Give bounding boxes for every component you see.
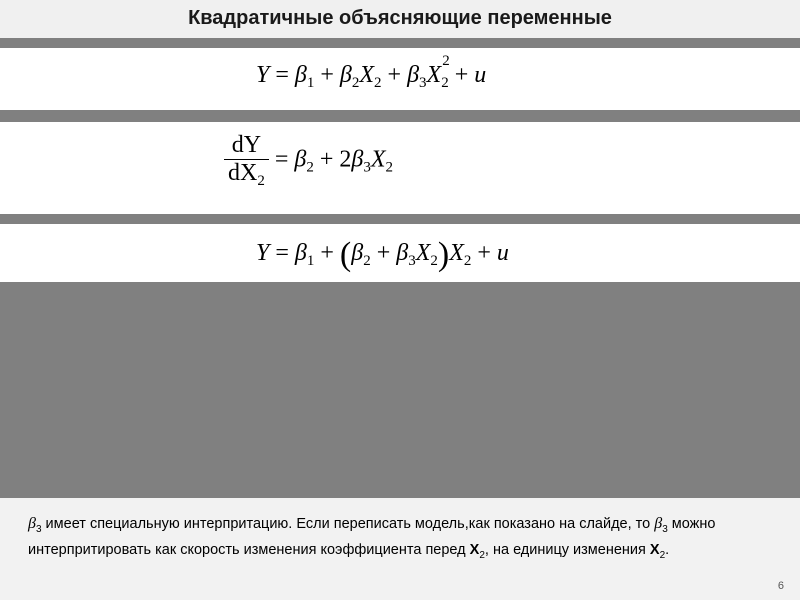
equation-panel-2 <box>0 122 800 214</box>
note-panel <box>0 498 800 600</box>
equation-1: $Y = \beta_1 + \beta_2X_2 + \beta_3X$ 2 $_2$ + u <box>256 53 487 91</box>
note-text: $\beta_3$ имеет специальную интерпритацию. Если переписать модель,как показано на слайде, то $\beta_3$ можно интерпритировать как скорость изменения коэффициента перед $X_2$, на единицу изменения $X_2$. <box>28 515 716 561</box>
page-number: 6 <box>777 580 784 592</box>
equation-panel-1 <box>0 48 800 110</box>
derivative-fraction: $\frac{dY}{dX_2}$ <box>224 132 269 190</box>
separator-band <box>0 38 800 48</box>
slide-title: Квадратичные объясняющие переменные <box>188 7 612 29</box>
separator-band <box>0 214 800 224</box>
separator-band <box>0 110 800 122</box>
equation-3: $Y = \beta_1 + (\beta_2 + \beta_3X_2)X_2 + u$ <box>256 236 509 273</box>
empty-gray-area <box>0 282 800 498</box>
equation-2: $\frac{dY}{dX_2}$ = $\beta_2 + 2\beta_3X_2$ <box>224 132 393 190</box>
equation-panel-3 <box>0 224 800 282</box>
title-bar <box>0 0 800 38</box>
